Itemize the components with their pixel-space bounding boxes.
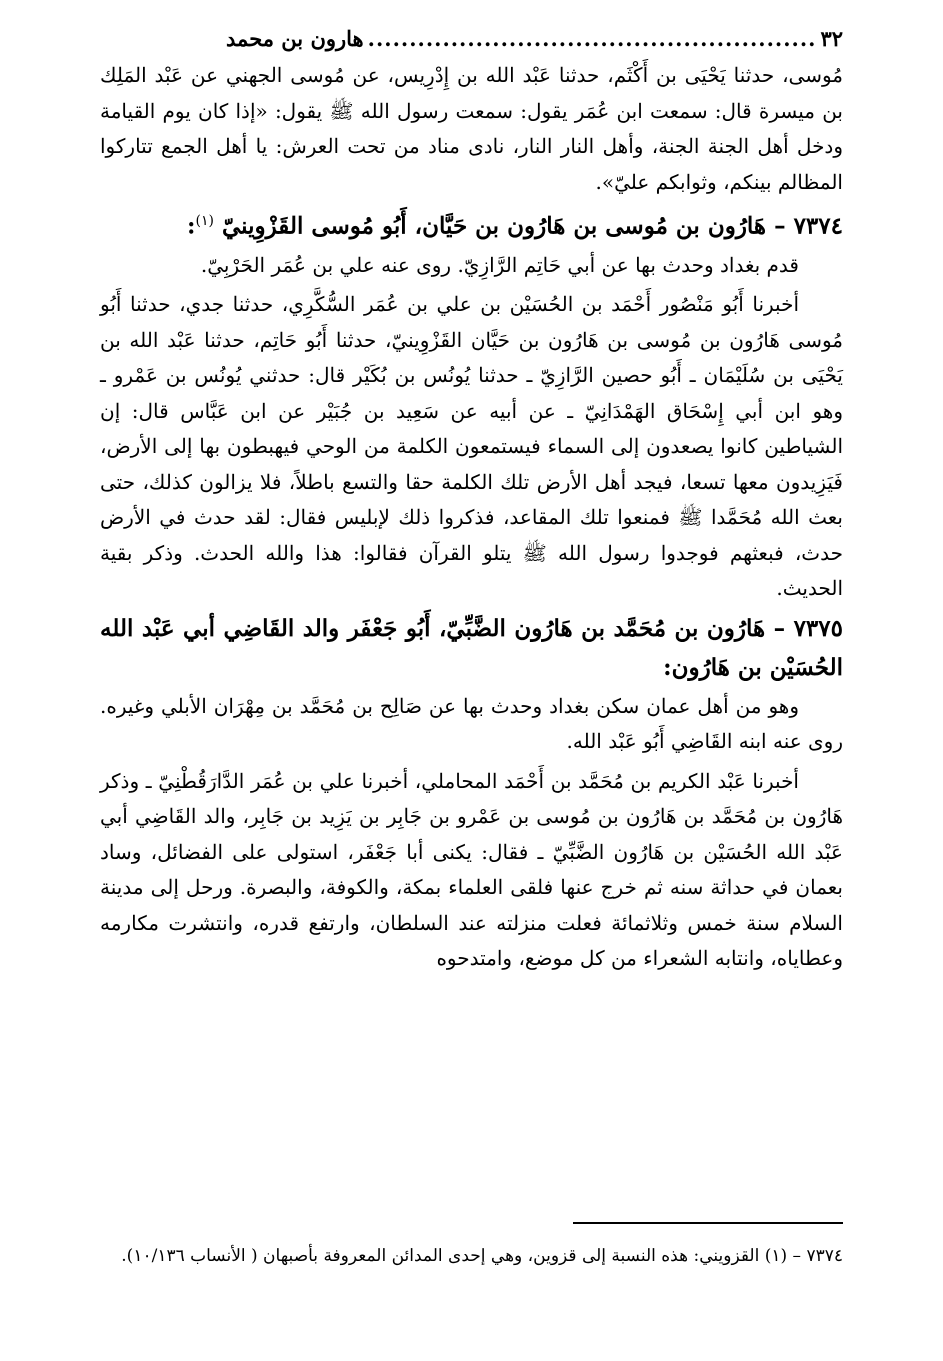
page-number: ٣٢: [820, 26, 843, 51]
entry-7374-title: ٧٣٧٤ – هَارُون بن مُوسى بن هَارُون بن حَيَّان، أَبُو مُوسى القَزْوِينيّ: [222, 212, 843, 240]
continuation-paragraph: مُوسى، حدثنا يَحْيَى بن أَكْثَم، حدثنا عَبْد الله بن إِدْرِيس، عن مُوسى الجهني عن عَبْد المَلِك بن ميسرة قال: سمعت ابن عُمَر يقول: سمعت رسول الله ﷺ يقول: «إذا كان يوم القيامة ودخل أهل الجنة الجنة، وأهل النار النار، نادى مناد من تحت العرش: يا أهل الجمع تتاركوا المظالم بينكم، وثوابكم عليّ».: [100, 63, 843, 194]
entry-7375-paragraph-2: أخبرنا عَبْد الكريم بن مُحَمَّد بن أَحْمَد المحاملي، أخبرنا علي بن عُمَر الدَّارَقُطْنِيّ ـ وذكر هَارُون بن مُحَمَّد بن هَارُون بن مُوسى بن عَمْرو بن جَابِر بن يَزِيد بن جَابِر، والد القَاضِي أبي عَبْد الله الحُسَيْن بن هَارُون الضَّبِّيّ ـ فقال: يكنى أبا جَعْفَر، استولى على الفضائل، وساد بعمان في حداثة سنه ثم خرج عنها فلقى العلماء بمكة، والكوفة، والبصرة. ورحل إلى مدينة السلام سنة خمس وثلاثمائة فعلت منزلته عند السلطان، وارتفع قدره، وانتشرت مكارمه وعطاياه، وانتابه الشعراء من كل موضع، وامتدحوه: [100, 768, 843, 971]
book-page: [100, 22, 843, 1331]
footnote-divider: [573, 1222, 843, 1224]
entry-7375-paragraph-1: وهو من أهل عمان سكن بغداد وحدث بها عن صَالِح بن مُحَمَّد بن مِهْرَان الأبلي وغيره. روى عنه ابنه القَاضِي أَبُو عَبْد الله.: [100, 693, 843, 754]
running-title: هارون بن محمد: [226, 26, 364, 51]
entry-7375-title: ٧٣٧٥ – هَارُون بن مُحَمَّد بن هَارُون الضَّبِّيّ، أَبُو جَعْفَر والد القَاضِي أبي عَبْد الله الحُسَيْن بن هَارُون:: [100, 614, 843, 681]
page-header: [100, 22, 843, 58]
entry-7374-title-end: :: [187, 212, 196, 240]
entry-7374-paragraph-1: قدم بغداد وحدث بها عن أبي حَاتِم الرَّازِيّ. روى عنه علي بن عُمَر الحَرْبِيّ.: [200, 252, 799, 277]
footnote-ref-1[interactable]: (١): [195, 213, 214, 229]
footnote-1: ٧٣٧٤ – (١) القزويني: هذه النسبة إلى قزوين، وهي إحدى المدائن المعروفة بأصبهان ( الأنساب ١٠/١٣٦).: [121, 1246, 843, 1266]
header-dots: ......................................................: [367, 26, 817, 51]
entry-7374-heading: [100, 202, 843, 246]
entry-7375-heading: [100, 609, 843, 687]
entry-7374-paragraph-2: أخبرنا أَبُو مَنْصُور أَحْمَد بن الحُسَيْن بن علي بن عُمَر السُّكَّرِي، حدثنا جدي، حدثنا أَبُو مُوسى هَارُون بن مُوسى بن هَارُون بن حَيَّان القَزْوِينيّ، حدثنا أَبُو حَاتِم، حدثنا عَبْد الله بن يَحْيَى بن سُلَيْمَان ـ أَبُو حصين الرَّازِيّ ـ حدثنا يُونُس بن بُكَيْر قال: حدثني يُونُس بن عَمْرو ـ وهو ابن أبي إِسْحَاق الهَمْدَانِيّ ـ عن أبيه عن سَعِيد بن جُبَيْر عن ابن عَبَّاس قال: إن الشياطين كانوا يصعدون إلى السماء فيستمعون الكلمة من الوحي فيهبطون بها إلى الأرض، فَيَزِيدون معها تسعا، فيجد أهل الأرض تلك الكلمة حقا والتسع باطلاً، فلا يزالون كذلك، حتى بعث الله مُحَمَّدا ﷺ فمنعوا تلك المقاعد، فذكروا ذلك لإبليس فقال: لقد حدث في الأرض حدث، فبعثهم فوجدوا رسول الله ﷺ يتلو القرآن فقالوا: هذا والله الحدث. وذكر بقية الحديث.: [100, 292, 843, 601]
